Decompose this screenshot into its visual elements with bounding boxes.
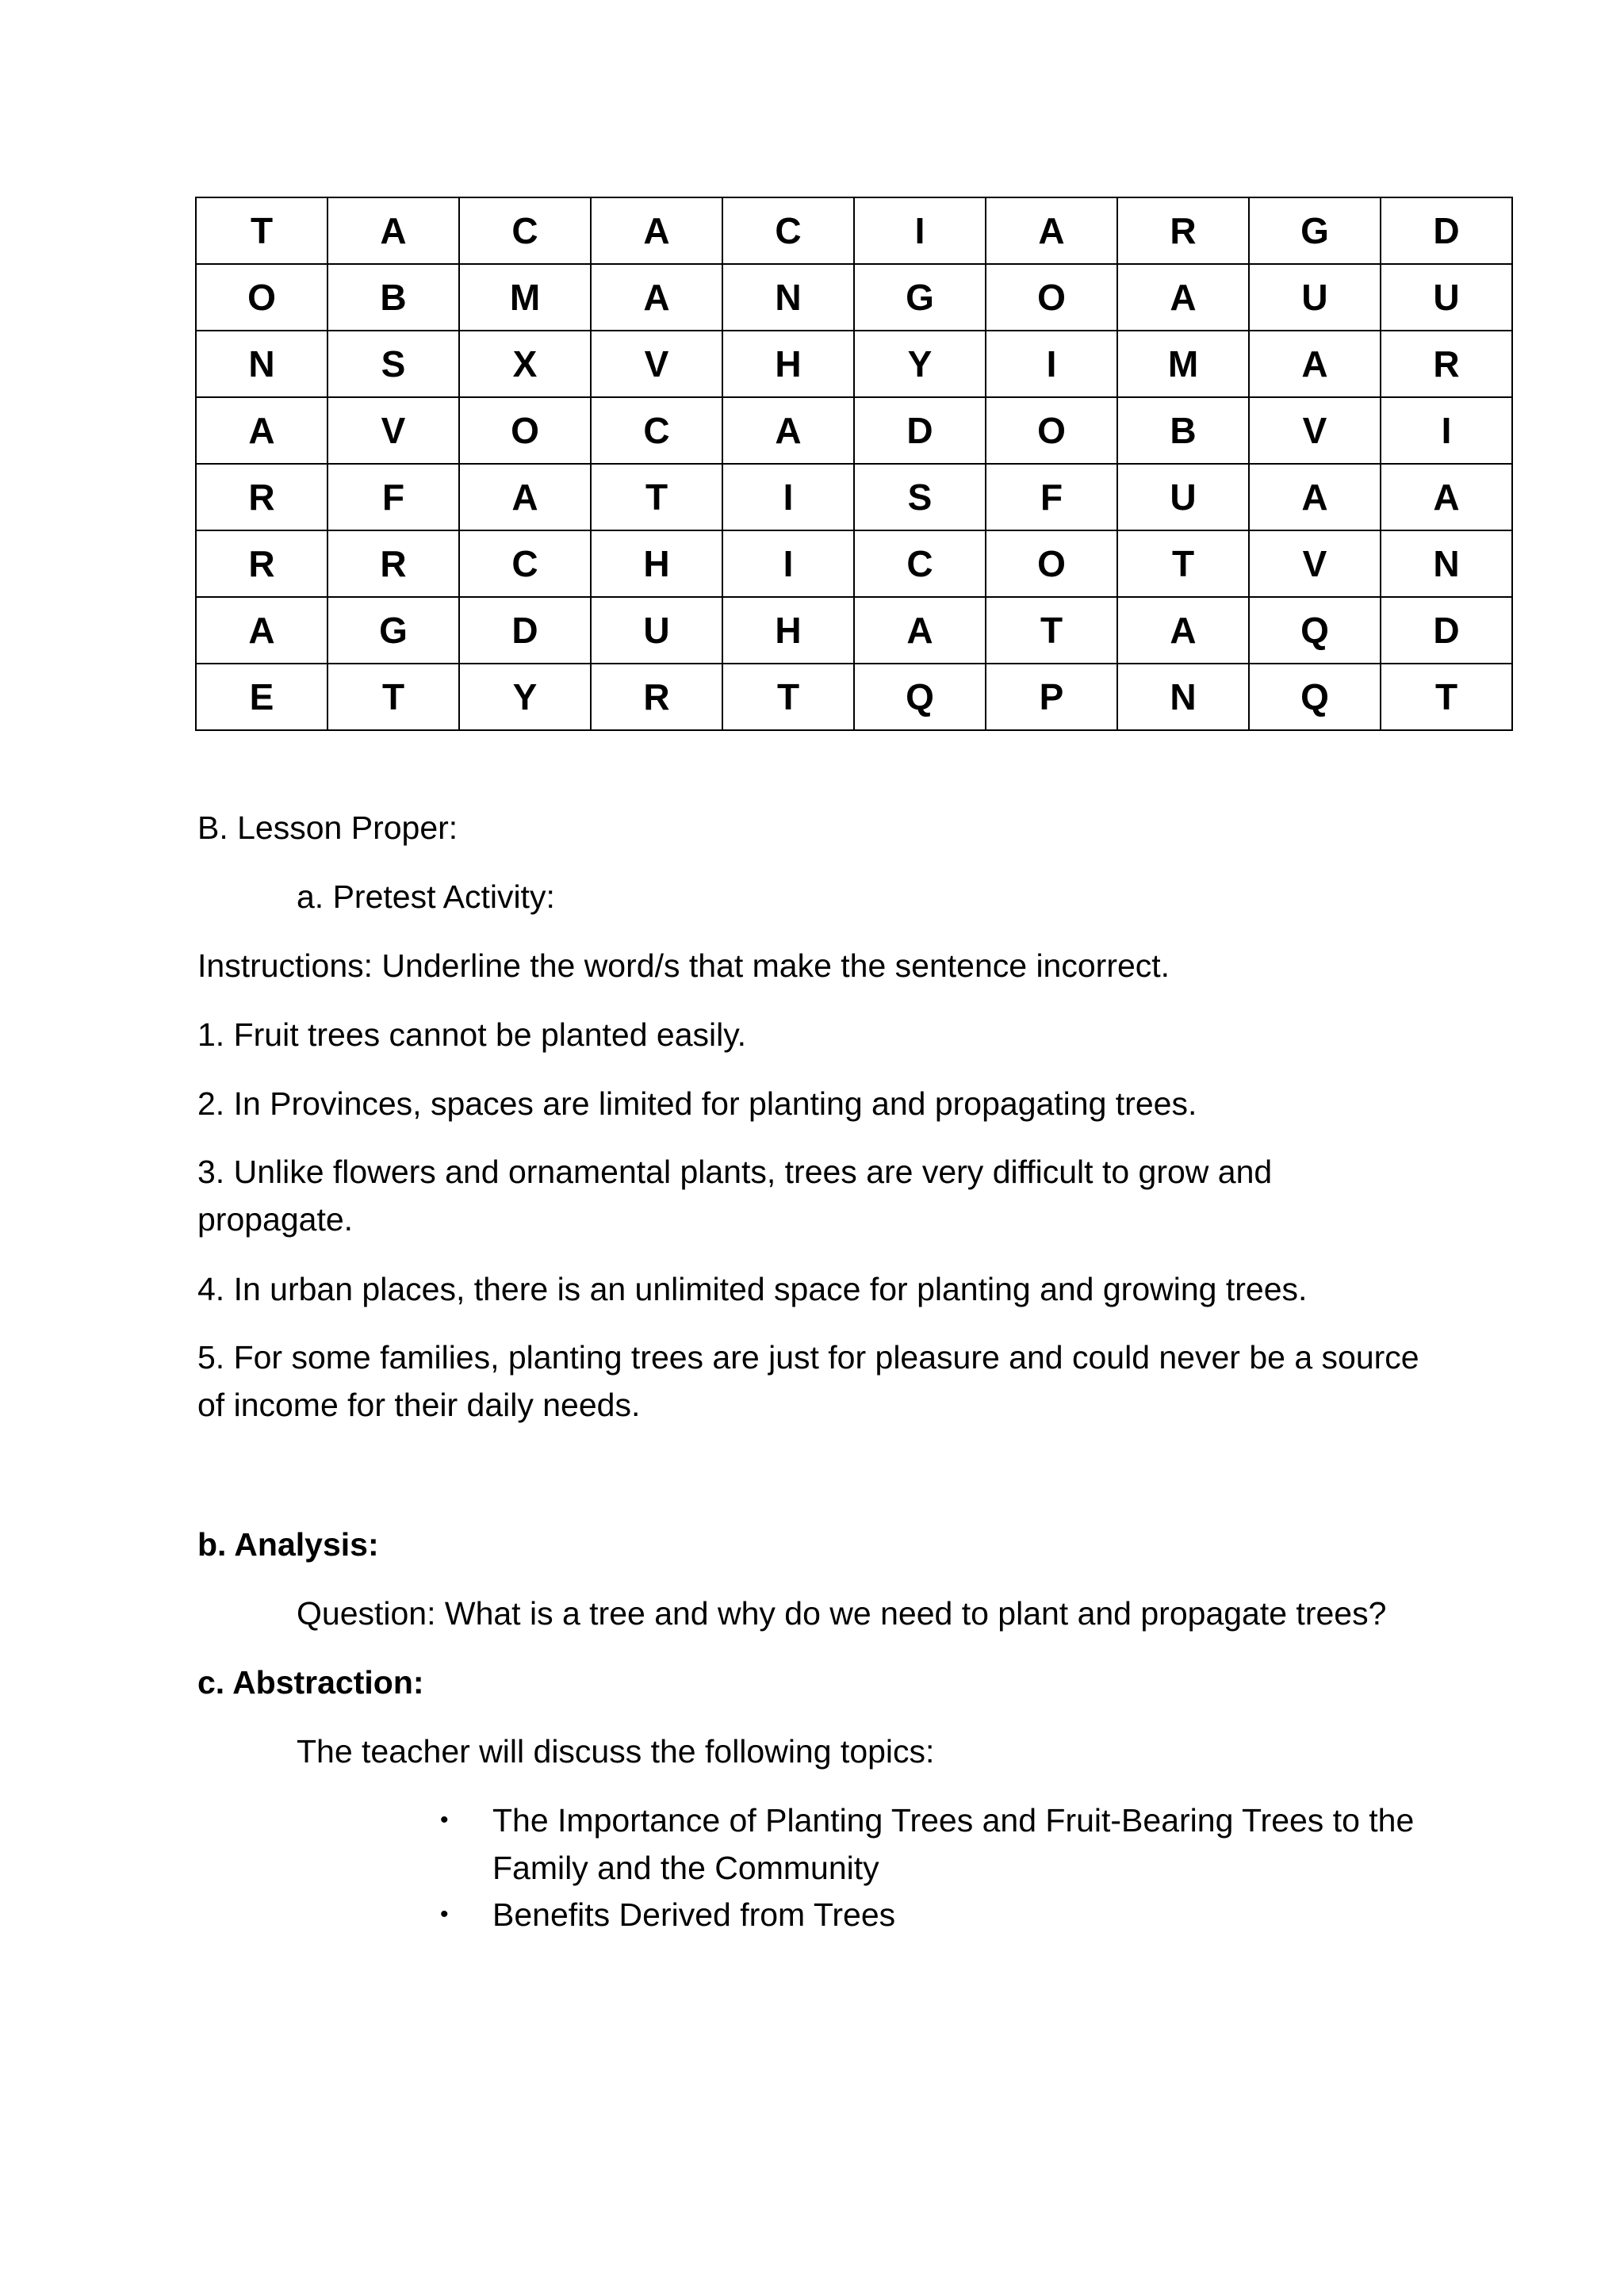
grid-cell: T (1381, 664, 1512, 730)
grid-cell: N (1381, 530, 1512, 597)
grid-cell: D (459, 597, 591, 664)
grid-cell: A (1117, 597, 1249, 664)
grid-cell: U (591, 597, 722, 664)
grid-cell: A (854, 597, 986, 664)
grid-cell: D (1381, 197, 1512, 264)
instructions-text: Instructions: Underline the word/s that make the sentence incorrect. (197, 947, 1170, 984)
grid-cell: S (327, 331, 459, 397)
grid-cell: O (196, 264, 327, 331)
grid-cell: U (1117, 464, 1249, 530)
grid-cell: N (722, 264, 854, 331)
grid-cell: F (986, 464, 1117, 530)
abstraction-intro: The teacher will discuss the following topics: (297, 1733, 935, 1770)
grid-row (196, 464, 1512, 530)
grid-cell: O (459, 397, 591, 464)
grid-cell: Q (1249, 664, 1381, 730)
grid-cell: R (196, 464, 327, 530)
grid-row (196, 664, 1512, 730)
abstraction-topic-2 (440, 1891, 1460, 1938)
analysis-heading: b. Analysis: (197, 1526, 379, 1563)
analysis-question: Question: What is a tree and why do we need to plant and propagate trees? (297, 1595, 1387, 1632)
grid-cell: H (722, 331, 854, 397)
grid-cell: U (1249, 264, 1381, 331)
grid-cell: T (327, 664, 459, 730)
grid-row (196, 397, 1512, 464)
grid-cell: X (459, 331, 591, 397)
grid-cell: B (327, 264, 459, 331)
grid-cell: R (591, 664, 722, 730)
grid-cell: A (1249, 331, 1381, 397)
grid-cell: U (1381, 264, 1512, 331)
grid-cell: C (722, 197, 854, 264)
grid-cell: Y (459, 664, 591, 730)
grid-cell: A (196, 397, 327, 464)
grid-cell: H (591, 530, 722, 597)
grid-cell: O (986, 264, 1117, 331)
grid-cell: B (1117, 397, 1249, 464)
grid-cell: A (591, 264, 722, 331)
abstraction-topic-1 (440, 1797, 1460, 1892)
word-search-grid (195, 197, 1513, 731)
abstraction-topic-text: The Importance of Planting Trees and Fruit-Bearing Trees to the Family and the Community (492, 1802, 1415, 1886)
pretest-activity-heading: a. Pretest Activity: (297, 878, 555, 915)
grid-cell: S (854, 464, 986, 530)
abstraction-topic-text: Benefits Derived from Trees (492, 1896, 896, 1933)
grid-cell: A (1249, 464, 1381, 530)
grid-cell: Y (854, 331, 986, 397)
grid-row (196, 597, 1512, 664)
grid-cell: G (327, 597, 459, 664)
grid-cell: C (459, 197, 591, 264)
grid-cell: A (986, 197, 1117, 264)
lesson-proper-heading: B. Lesson Proper: (197, 809, 458, 846)
grid-cell: V (1249, 397, 1381, 464)
grid-cell: H (722, 597, 854, 664)
grid-cell: C (591, 397, 722, 464)
grid-cell: A (1381, 464, 1512, 530)
grid-cell: G (854, 264, 986, 331)
grid-cell: C (854, 530, 986, 597)
grid-cell: I (1381, 397, 1512, 464)
grid-cell: V (1249, 530, 1381, 597)
grid-cell: T (196, 197, 327, 264)
grid-cell: R (196, 530, 327, 597)
pretest-item-5: 5. For some families, planting trees are just for pleasure and could never be a source of income for their daily needs. (197, 1339, 1419, 1423)
grid-cell: T (986, 597, 1117, 664)
pretest-item-1: 1. Fruit trees cannot be planted easily. (197, 1016, 747, 1053)
grid-cell: O (986, 397, 1117, 464)
grid-cell: P (986, 664, 1117, 730)
grid-cell: T (1117, 530, 1249, 597)
grid-cell: M (459, 264, 591, 331)
grid-cell: A (459, 464, 591, 530)
grid-cell: A (196, 597, 327, 664)
grid-cell: A (327, 197, 459, 264)
pretest-item-2: 2. In Provinces, spaces are limited for planting and propagating trees. (197, 1085, 1197, 1122)
grid-cell: D (854, 397, 986, 464)
bullet-icon: • (440, 1901, 449, 1927)
grid-cell: Q (1249, 597, 1381, 664)
grid-cell: R (1381, 331, 1512, 397)
grid-row (196, 197, 1512, 264)
grid-cell: D (1381, 597, 1512, 664)
grid-cell: R (1117, 197, 1249, 264)
grid-cell: V (327, 397, 459, 464)
grid-cell: I (986, 331, 1117, 397)
grid-cell: G (1249, 197, 1381, 264)
grid-cell: V (591, 331, 722, 397)
grid-cell: A (591, 197, 722, 264)
grid-cell: I (722, 530, 854, 597)
grid-row (196, 331, 1512, 397)
grid-cell: A (722, 397, 854, 464)
grid-cell: N (196, 331, 327, 397)
grid-cell: A (1117, 264, 1249, 331)
grid-cell: Q (854, 664, 986, 730)
grid-cell: N (1117, 664, 1249, 730)
grid-cell: M (1117, 331, 1249, 397)
bullet-icon: • (440, 1807, 449, 1833)
grid-cell: F (327, 464, 459, 530)
grid-row (196, 264, 1512, 331)
grid-cell: E (196, 664, 327, 730)
pretest-item-4: 4. In urban places, there is an unlimited space for planting and growing trees. (197, 1271, 1308, 1307)
grid-cell: I (854, 197, 986, 264)
grid-cell: O (986, 530, 1117, 597)
grid-cell: I (722, 464, 854, 530)
grid-cell: R (327, 530, 459, 597)
grid-cell: C (459, 530, 591, 597)
grid-cell: T (591, 464, 722, 530)
grid-cell: T (722, 664, 854, 730)
pretest-item-3: 3. Unlike flowers and ornamental plants, trees are very difficult to grow and propagate. (197, 1154, 1273, 1238)
grid-row (196, 530, 1512, 597)
abstraction-heading: c. Abstraction: (197, 1664, 424, 1701)
